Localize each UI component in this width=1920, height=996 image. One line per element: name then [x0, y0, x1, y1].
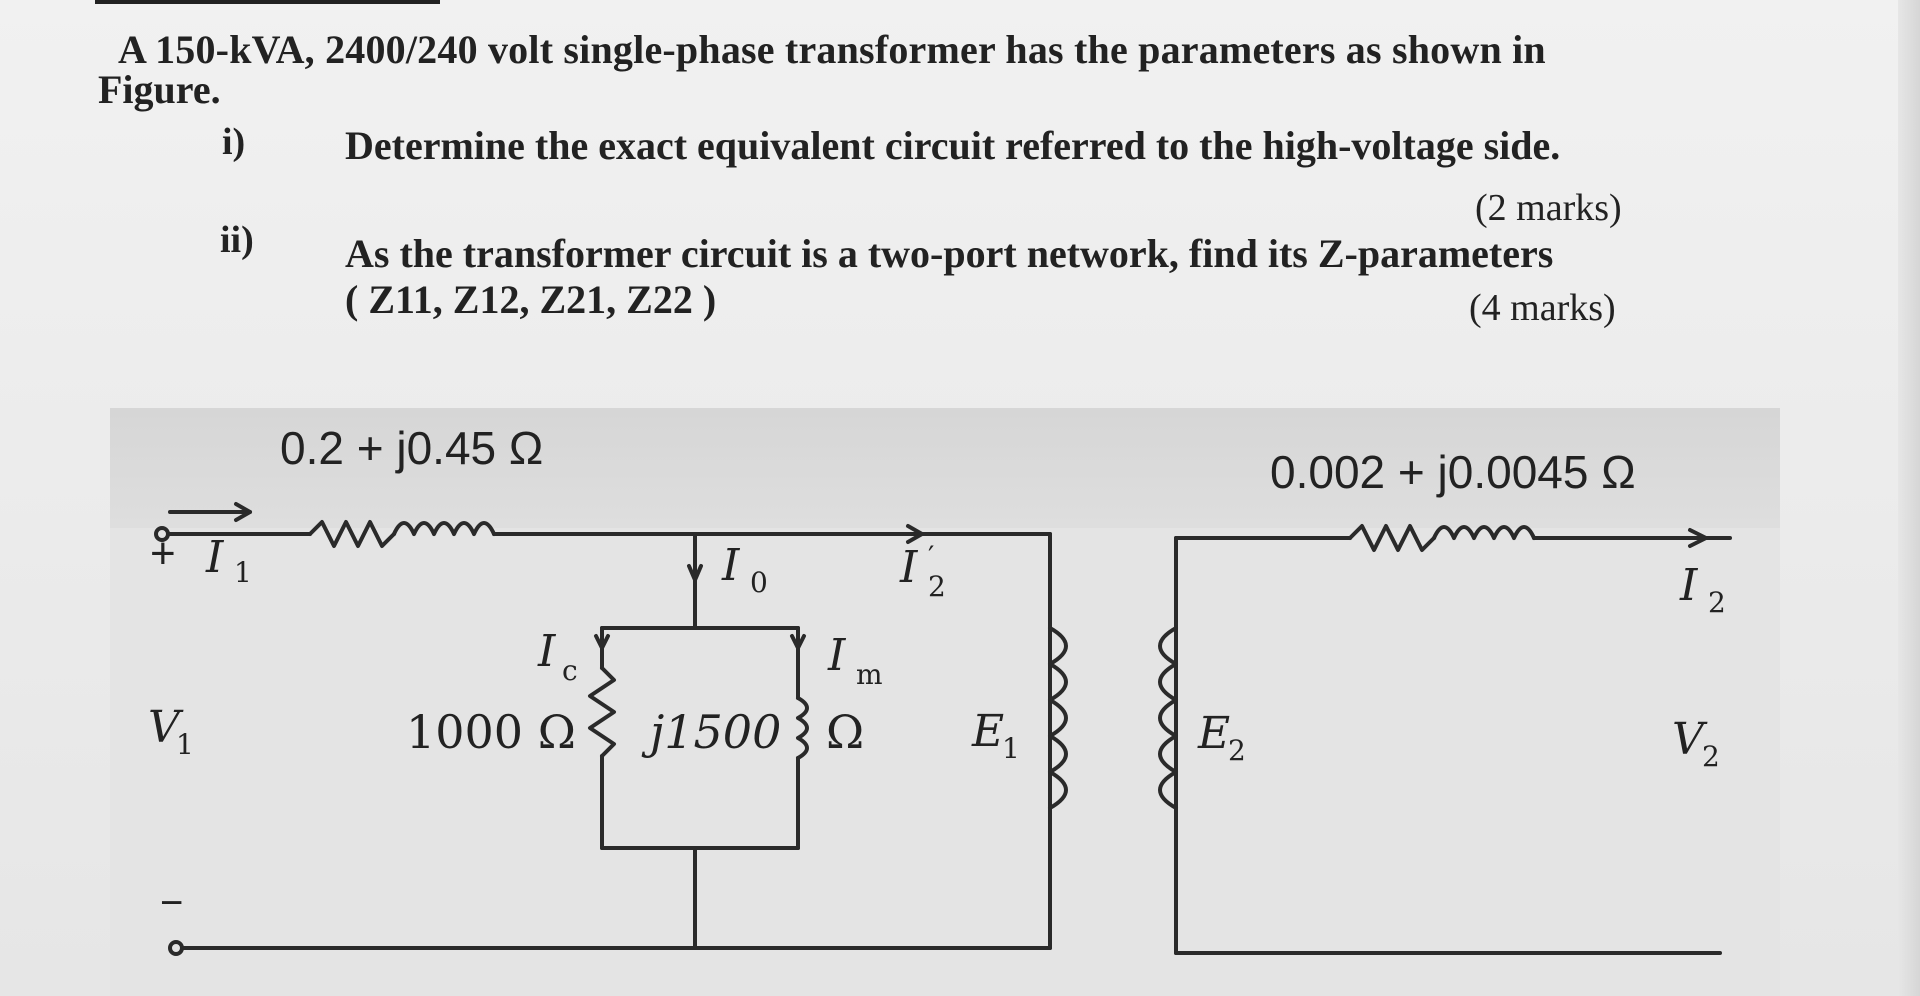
e1-subscript: 1: [1002, 732, 1020, 765]
secondary-impedance-label: 0.002 + j0.0045 Ω: [1270, 446, 1636, 498]
part-i-text: Determine the exact equivalent circuit referred to the high-voltage side.: [345, 123, 1561, 168]
i2-prime-label: I: [900, 542, 918, 593]
question-intro-line1: A 150-kVA, 2400/240 volt single-phase transformer has the parameters as shown in: [118, 27, 1546, 72]
im-label: I: [828, 630, 846, 681]
part-i-marks: (2 marks): [1475, 187, 1622, 229]
ic-label: I: [538, 626, 556, 677]
plus-sign: +: [150, 529, 176, 578]
i1-label: I: [206, 532, 224, 583]
v1-subscript: 1: [176, 728, 194, 761]
i2-prime-mark: ′: [928, 540, 935, 573]
minus-sign: −: [160, 881, 184, 925]
secondary-winding: [1160, 628, 1176, 808]
primary-resistor: [310, 522, 394, 546]
im-subscript: m: [856, 658, 883, 691]
i1-subscript: 1: [234, 556, 252, 589]
primary-winding: [1050, 628, 1066, 808]
primary-impedance-label: 0.2 + j0.45 Ω: [280, 422, 544, 474]
i0-label: I: [722, 540, 740, 591]
part-ii-marks: (4 marks): [1469, 287, 1616, 329]
part-ii-text: As the transformer circuit is a two-port network, find its Z-parameters: [345, 231, 1554, 276]
core-resistor: [590, 668, 614, 756]
core-resistance-label: 1000 Ω: [406, 705, 576, 759]
part-ii-parameters: ( Z11, Z12, Z21, Z22 ): [345, 277, 717, 322]
magnetizing-inductor: [798, 698, 807, 758]
i2-prime-subscript: 2: [928, 570, 946, 603]
e1-label: E: [972, 706, 1005, 757]
v2-subscript: 2: [1702, 740, 1720, 773]
circuit-diagram: [110, 408, 1780, 996]
primary-inductor: [394, 523, 494, 534]
heading-underline: [95, 0, 440, 4]
e2-subscript: 2: [1228, 734, 1246, 767]
part-i-number: i): [222, 121, 246, 163]
v1-label: V: [148, 702, 180, 753]
i0-subscript: 0: [750, 566, 768, 599]
i2-subscript: 2: [1708, 586, 1726, 619]
magnetizing-unit-label: Ω: [826, 705, 865, 759]
magnetizing-reactance-label: j1500: [650, 705, 782, 759]
part-ii-number: ii): [220, 219, 254, 261]
secondary-resistor: [1350, 526, 1434, 550]
page-edge-shadow: [1898, 0, 1920, 996]
i2-label: I: [1680, 560, 1698, 611]
question-intro-line2: Figure.: [98, 67, 221, 112]
ic-subscript: c: [562, 654, 578, 687]
transformer-circuit-figure: [110, 408, 1780, 996]
secondary-inductor: [1434, 527, 1534, 538]
e2-label: E: [1198, 708, 1231, 759]
v2-label: V: [1672, 714, 1704, 765]
